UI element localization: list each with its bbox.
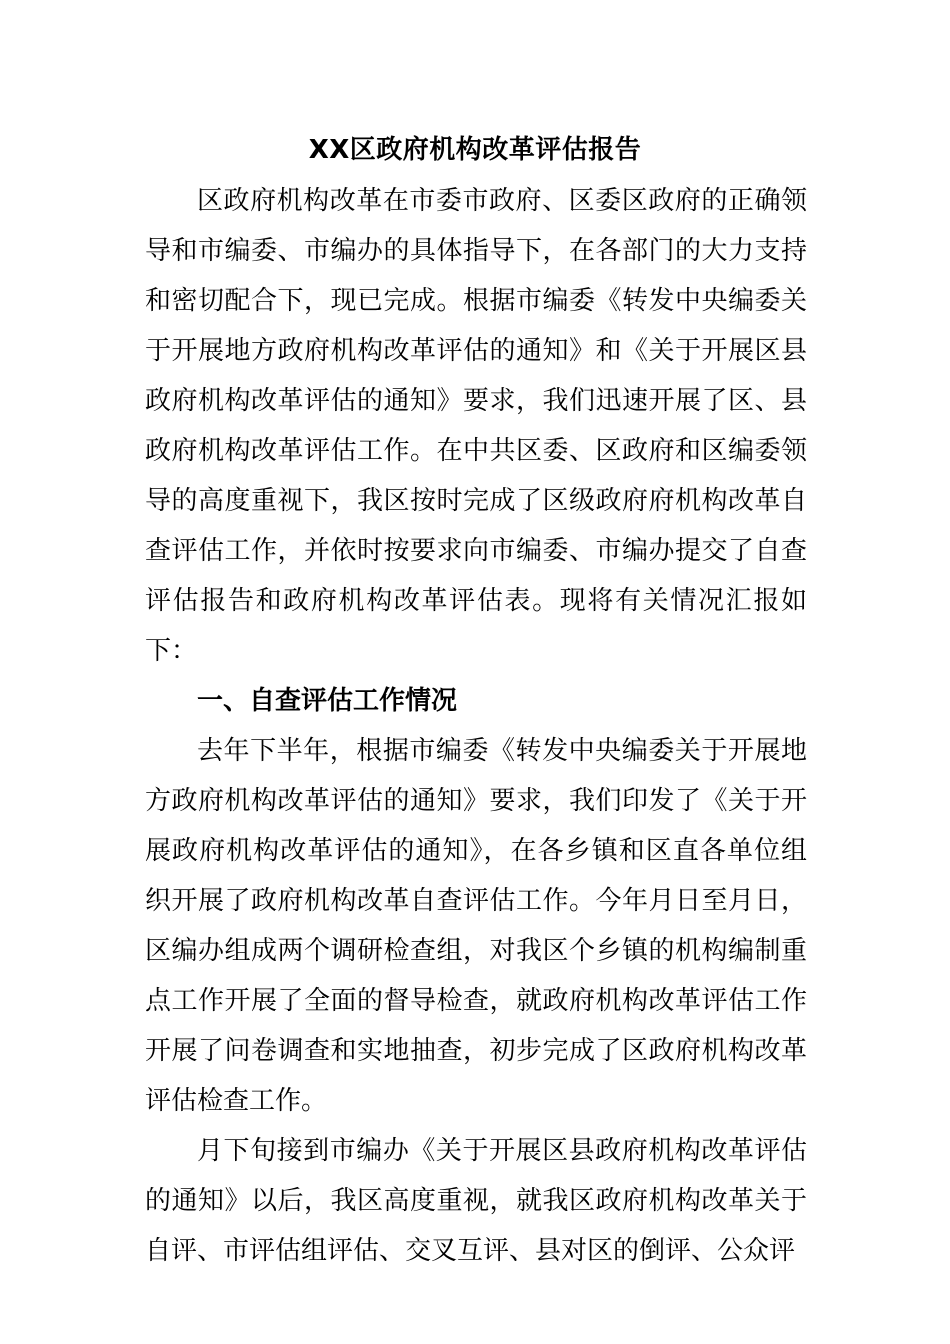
paragraph-intro: 区政府机构改革在市委市政府、区委区政府的正确领导和市编委、市编办的具体指导下，在各部门的大力支持和密切配合下，现已完成。根据市编委《转发中央编委关于开展地方政府机构改革评估的通知》和《关于开展区县政府机构改革评估的通知》要求，我们迅速开展了区、县政府机构改革评估工作。在中共区委、区政府和区编委领导的高度重视下，我区按时完成了区级政府府机构改革自查评估工作，并依时按要求向市编委、市编办提交了自查评估报告和政府机构改革评估表。现将有关情况汇报如下：: [145, 186, 807, 666]
paragraph-late-month: 月下旬接到市编办《关于开展区县政府机构改革评估的通知》以后，我区高度重视，就我区政府机构改革关于自评、市评估组评估、交叉互评、县对区的倒评、公众评: [145, 1136, 807, 1266]
document-title: XX区政府机构改革评估报告: [308, 135, 642, 165]
document-body: [145, 176, 807, 1276]
paragraph-self-assessment: 去年下半年，根据市编委《转发中央编委关于开展地方政府机构改革评估的通知》要求，我们印发了《关于开展政府机构改革评估的通知》，在各乡镇和区直各单位组织开展了政府机构改革自查评估工作。今年月日至月日，区编办组成两个调研检查组，对我区个乡镇的机构编制重点工作开展了全面的督导检查，就政府机构改革评估工作开展了问卷调查和实地抽查，初步完成了区政府机构改革评估检查工作。: [145, 736, 807, 1116]
section-heading-1: 一、自查评估工作情况: [197, 686, 458, 716]
